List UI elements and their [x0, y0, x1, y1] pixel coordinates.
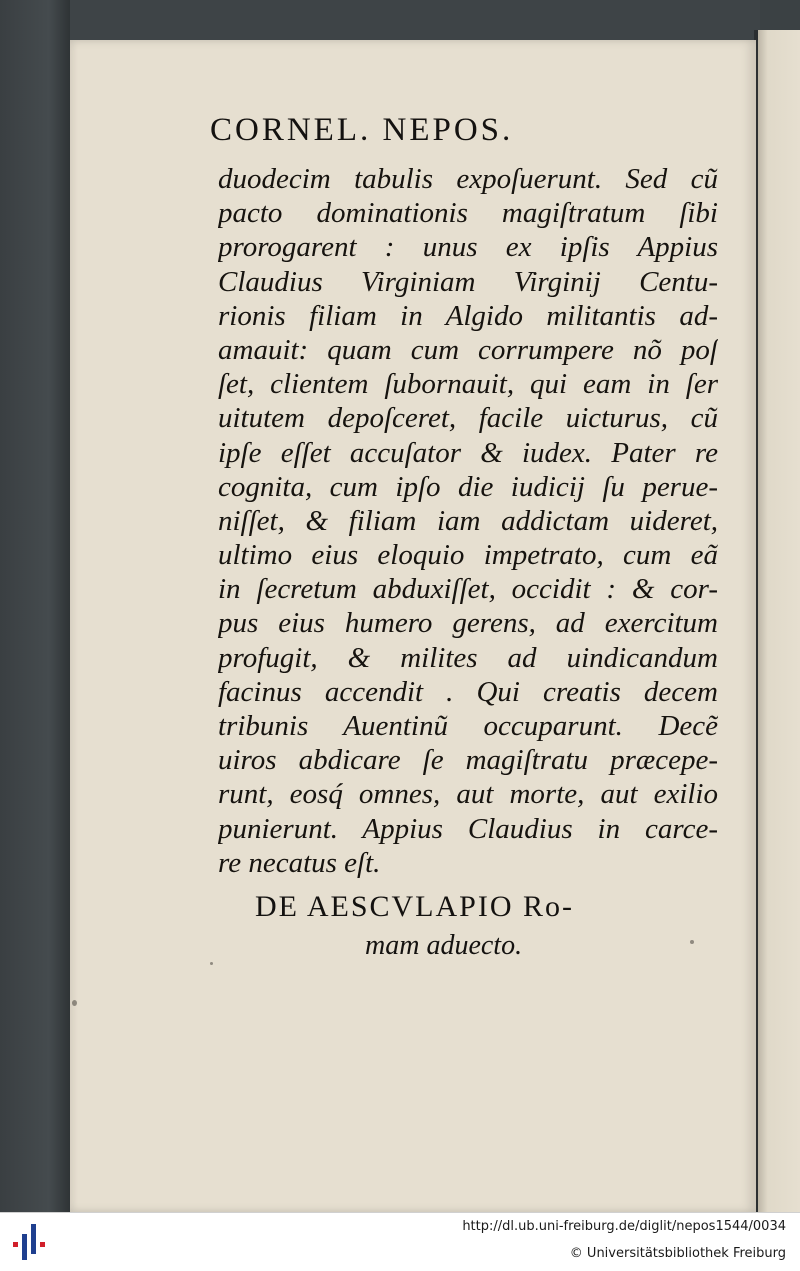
copyright-notice: © Universitätsbibliothek Freiburg	[569, 1246, 786, 1261]
text-line: prorogarent : unus ex ipſis Appius	[218, 231, 718, 264]
text-line: Claudius Virginiam Virginij Centu-	[218, 265, 718, 298]
text-line: tribunis Auentinũ occuparunt. Decẽ	[218, 710, 718, 742]
text-line: ultimo eius eloquio impetrato, cum eã	[218, 539, 718, 572]
text-line: ipſe eſſet accuſator & iudex. Pater re	[218, 436, 718, 469]
body-text	[218, 162, 718, 880]
book-cover-top	[0, 0, 760, 42]
book-cover-left	[0, 0, 70, 1212]
text-line: facinus accendit . Qui creatis decem	[218, 675, 718, 708]
section-heading: DE AESCVLAPIO Ro-	[255, 890, 575, 923]
text-line: profugit, & milites ad uindicandum	[218, 641, 718, 674]
paper-speck	[72, 1000, 77, 1006]
paper-speck	[210, 962, 213, 965]
text-line: uiros abdicare ſe magiſtratu præcepe-	[218, 744, 718, 777]
text-line: pus eius humero gerens, ad exercitum	[218, 607, 718, 640]
text-line: runt, eosq́ omnes, aut morte, aut exilio	[218, 778, 718, 811]
paper-speck	[690, 940, 694, 944]
text-line: amauit: quam cum corrumpere nõ poſ	[218, 333, 718, 366]
text-line: cognita, cum ipſo die iudicij ſu perue-	[218, 470, 718, 503]
text-line-last: re necatus eſt.	[218, 846, 381, 879]
text-line: uitutem depoſceret, facile uicturus, cũ	[218, 402, 718, 435]
document-url[interactable]: http://dl.ub.uni-freiburg.de/diglit/nepos1544/0034	[462, 1219, 786, 1234]
text-line: rionis filiam in Algido militantis ad-	[218, 299, 718, 332]
text-line: niſſet, & filiam iam addictam uideret,	[218, 504, 718, 537]
text-line: duodecim tabulis expoſuerunt. Sed cũ	[218, 163, 718, 195]
text-line: punierunt. Appius Claudius in carce-	[218, 812, 718, 845]
facing-page-edge	[757, 30, 800, 1212]
text-line: ſet, clientem ſubornauit, qui eam in ſer	[218, 368, 718, 401]
text-line: in ſecretum abduxiſſet, occidit : & cor-	[218, 573, 718, 606]
section-heading-continuation: mam aduecto.	[365, 930, 523, 961]
ub-freiburg-logo-icon[interactable]	[10, 1222, 50, 1262]
text-line: pacto dominationis magiſtratum ſibi	[218, 197, 718, 230]
running-head: CORNEL. NEPOS.	[210, 112, 514, 148]
